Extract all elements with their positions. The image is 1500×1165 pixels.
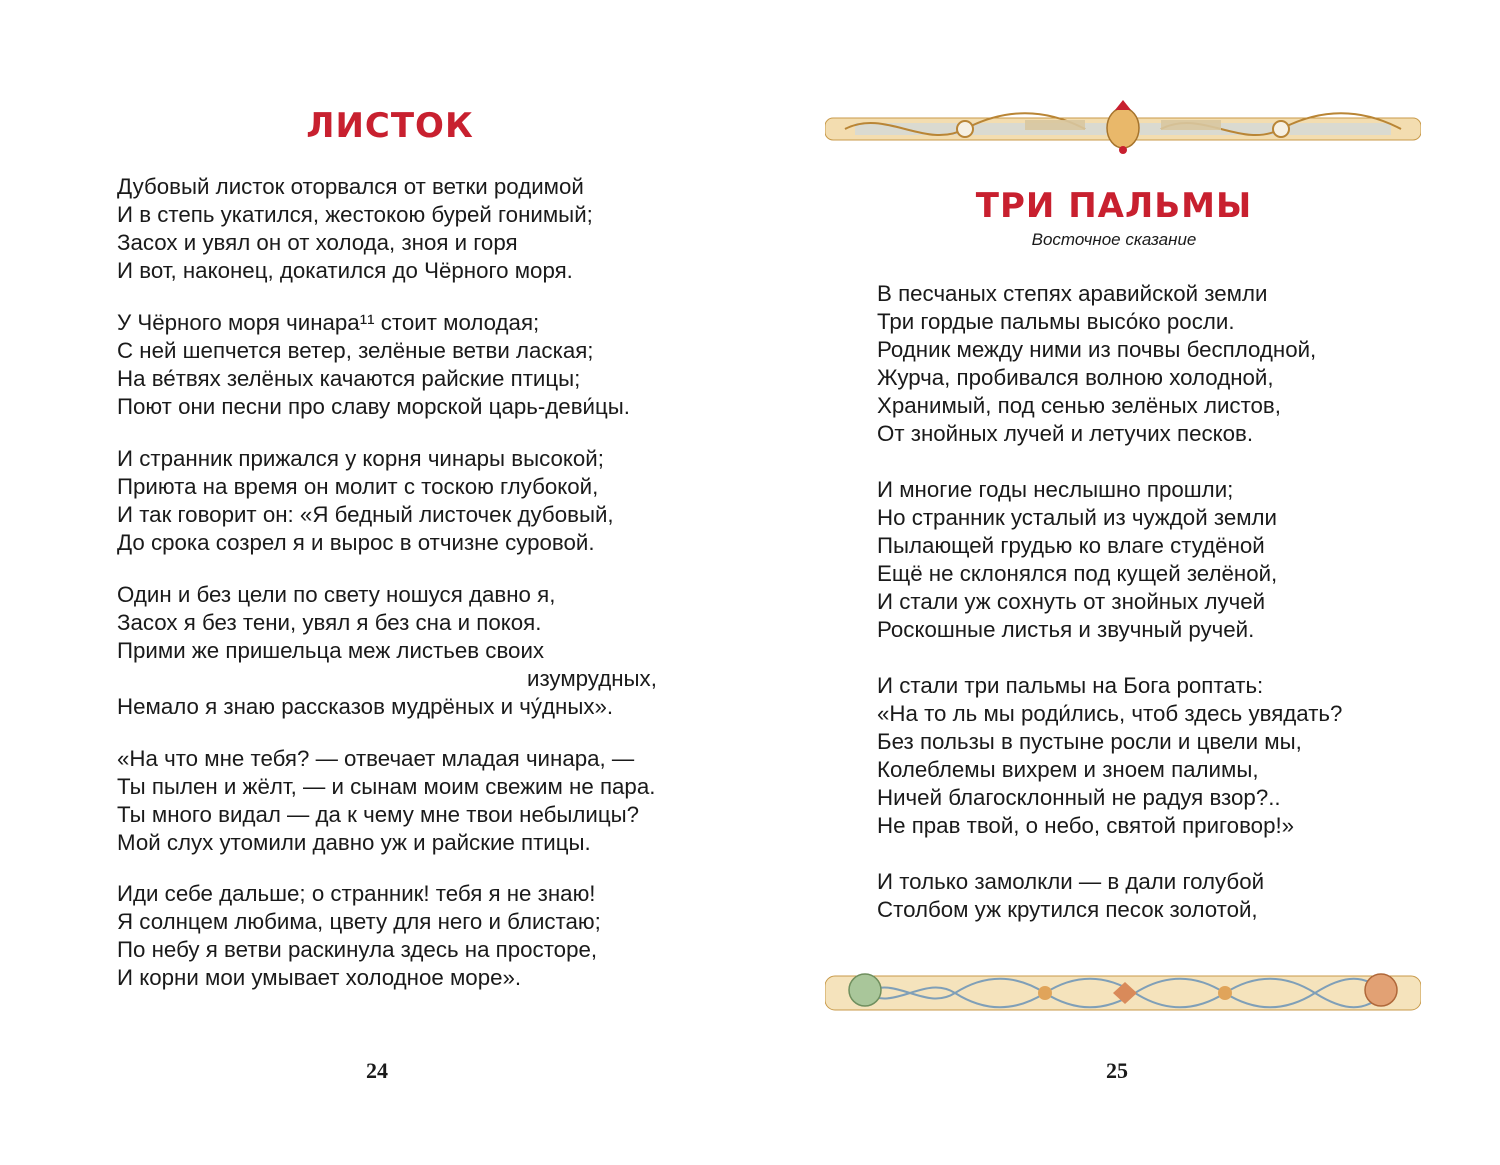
stanza [877,476,1277,644]
right-page [750,0,1500,1165]
verse-line-continuation: изумрудных, [527,666,657,691]
verse-line: Без пользы в пустыне росли и цвели мы, [877,729,1302,754]
verse-line: Прими же пришельца меж листьев своих [117,638,545,663]
verse-line: В песчаных степях аравийской земли [877,281,1268,306]
verse-line: Немало я знаю рассказов мудрёных и чу́дных». [117,694,614,719]
verse-line: Ещё не склонялся под кущей зелёной, [877,561,1278,586]
verse-line: И корни мои умывает холодное море». [117,965,522,990]
verse-line: И в степь укатился, жестокою бурей гонимый; [117,202,593,227]
verse-line: По небу я ветви раскинула здесь на просторе, [117,937,598,962]
verse-line: Я солнцем любима, цвету для него и блистаю; [117,909,601,934]
verse-line: Засох я без тени, увял я без сна и покоя. [117,610,542,635]
stanza [877,868,1264,924]
verse-line: Столбом уж крутился песок золотой, [877,897,1258,922]
verse-line: Приюта на время он молит с тоскою глубокой, [117,474,599,499]
verse-line: И стали три пальмы на Бога роптать: [877,673,1264,698]
verse-line: И только замолкли — в дали голубой [877,869,1265,894]
bottom-ornament-border-icon [825,962,1421,1022]
verse-line: И вот, наконец, докатился до Чёрного моря. [117,258,573,283]
verse-line: Не прав твой, о небо, святой приговор!» [877,813,1295,838]
verse-line: Колеблемы вихрем и зноем палимы, [877,757,1259,782]
verse-line: С ней шепчется ветер, зелёные ветви лаская; [117,338,594,363]
stanza [117,581,657,721]
stanza [117,880,601,992]
verse-line: На ве́твях зелёных качаются райские птицы; [117,366,581,391]
verse-line: Поют они песни про славу морской царь-деви́цы. [117,394,630,419]
page-number: 24 [366,1058,388,1083]
verse-line: У Чёрного моря чинара¹¹ стоит молодая; [117,310,540,335]
stanza [117,445,614,557]
verse-line: Ничей благосклонный не радуя взор?.. [877,785,1281,810]
verse-line: Ты пылен и жёлт, — и сынам моим свежим не пара. [117,774,656,799]
poem-title-tri-palmy: ТРИ ПАЛЬМЫ [975,186,1253,226]
stanza [117,173,593,285]
verse-line: «На что мне тебя? — отвечает младая чинара, — [117,746,635,771]
verse-line: Засох и увял он от холода, зноя и горя [117,230,518,255]
verse-line: Пылающей грудью ко влаге студёной [877,533,1265,558]
stanza [877,672,1342,840]
verse-line: И странник прижался у корня чинары высокой; [117,446,604,471]
verse-line: Иди себе дальше; о странник! тебя я не знаю! [117,881,596,906]
stanza [117,745,655,857]
verse-line: Хранимый, под сенью зелёных листов, [877,393,1281,418]
verse-line: Журча, пробивался волною холодной, [877,365,1274,390]
verse-line: И так говорит он: «Я бедный листочек дубовый, [117,502,614,527]
top-ornament-border-icon [825,98,1421,158]
verse-line: Роскошные листья и звучный ручей. [877,617,1255,642]
verse-line: Три гордые пальмы высо́ко росли. [877,309,1235,334]
verse-line: «На то ль мы роди́лись, чтоб здесь увядать? [877,701,1343,726]
verse-line: До срока созрел я и вырос в отчизне суровой. [117,530,595,555]
stanza [117,309,630,421]
poem-subtitle: Восточное сказание [1031,230,1197,249]
verse-line: Дубовый листок оторвался от ветки родимой [117,174,584,199]
stanza [877,280,1316,448]
verse-line: И многие годы неслышно прошли; [877,477,1234,502]
verse-line: Один и без цели по свету ношуся давно я, [117,582,556,607]
page-number: 25 [1106,1058,1128,1083]
verse-line: Но странник усталый из чуждой земли [877,505,1278,530]
poem-title-listok: ЛИСТОК [306,106,474,146]
verse-line: Ты много видал — да к чему мне твои небылицы? [117,802,640,827]
verse-line: Мой слух утомили давно уж и райские птицы. [117,830,591,855]
verse-line: И стали уж сохнуть от знойных лучей [877,589,1266,614]
verse-line: От знойных лучей и летучих песков. [877,421,1254,446]
verse-line: Родник между ними из почвы бесплодной, [877,337,1317,362]
